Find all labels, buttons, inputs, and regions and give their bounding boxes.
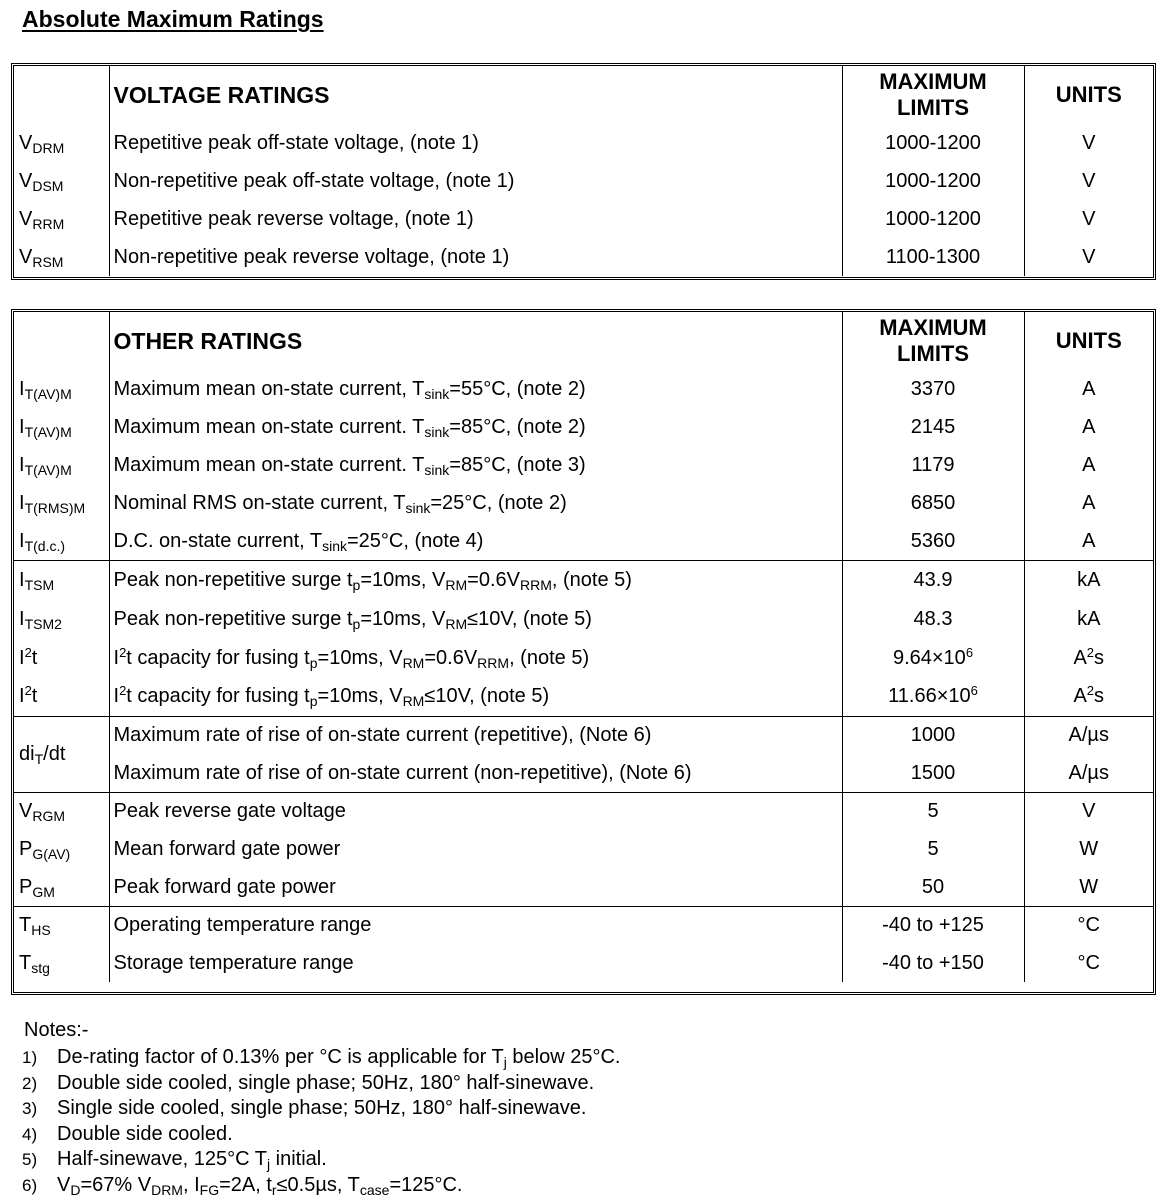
note-item: 3) Single side cooled, single phase; 50Hz, 180° half-sinewave. bbox=[22, 1097, 587, 1119]
symbol-cell: $I_{TSM}$ bbox=[19, 568, 55, 593]
symbol-cell: $V_{RGM}$ bbox=[19, 800, 66, 825]
max-limit-cell: 1179 bbox=[842, 446, 1024, 484]
notes-list bbox=[22, 1045, 620, 1198]
description-cell: Peak forward gate power bbox=[109, 868, 842, 906]
symbol-cell: $I^2t$ bbox=[19, 644, 38, 669]
symbol-cell: $I_{T(AV)M}$ bbox=[19, 454, 72, 478]
other-ratings-heading: OTHER RATINGS bbox=[109, 312, 842, 370]
max-limit-cell: 1000 bbox=[842, 716, 1024, 754]
description-cell: Maximum mean on-state current, $T_{sink}=55^\circ C$, (note 2) bbox=[109, 370, 842, 408]
symbol-header-cell bbox=[14, 66, 109, 124]
unit-cell: kA bbox=[1024, 560, 1153, 599]
symbol-cell: $di_T/dt$ bbox=[14, 716, 109, 792]
unit-cell: $A^2s$ bbox=[1024, 677, 1153, 716]
table-row bbox=[14, 370, 1153, 408]
table-row bbox=[14, 200, 1153, 238]
symbol-cell: $P_{G(AV)}$ bbox=[19, 838, 71, 862]
table-row bbox=[14, 944, 1153, 982]
unit-cell: A bbox=[1024, 446, 1153, 484]
unit-cell: °C bbox=[1024, 944, 1153, 982]
table-row bbox=[14, 124, 1153, 162]
table-row bbox=[14, 599, 1153, 638]
symbol-cell: $V_{RSM}$ bbox=[19, 246, 64, 270]
unit-cell: V bbox=[1024, 238, 1153, 276]
table-row bbox=[14, 754, 1153, 792]
description-cell: $I^2t$ capacity for fusing $t_p=10ms$, $V_{RM}\le 10V$, (note 5) bbox=[109, 677, 842, 716]
max-limit-cell: 1000-1200 bbox=[842, 200, 1024, 238]
max-limit-cell: 1100-1300 bbox=[842, 238, 1024, 276]
table-row bbox=[14, 906, 1153, 944]
unit-cell: A bbox=[1024, 484, 1153, 522]
unit-cell: °C bbox=[1024, 906, 1153, 944]
note-item: 2) Double side cooled, single phase; 50Hz, 180° half-sinewave. bbox=[22, 1071, 595, 1094]
table-row bbox=[14, 446, 1153, 484]
note-item: 5) Half-sinewave, 125°C $T_j$ initial. bbox=[22, 1148, 327, 1172]
max-limit-cell: 50 bbox=[842, 868, 1024, 906]
max-limit-cell: 5360 bbox=[842, 522, 1024, 560]
unit-cell: W bbox=[1024, 868, 1153, 906]
symbol-cell: $T_{stg}$ bbox=[19, 952, 50, 976]
description-cell: Mean forward gate power bbox=[109, 830, 842, 868]
unit-cell: A/µs bbox=[1024, 716, 1153, 754]
description-cell: Storage temperature range bbox=[109, 944, 842, 982]
symbol-cell: $I_{T(AV)M}$ bbox=[19, 378, 72, 402]
description-cell: Peak reverse gate voltage bbox=[109, 792, 842, 830]
max-limit-cell: 1500 bbox=[842, 754, 1024, 792]
symbol-header-cell bbox=[14, 312, 109, 370]
max-limit-cell: 5 bbox=[842, 830, 1024, 868]
symbol-cell: $P_{GM}$ bbox=[14, 868, 109, 906]
description-cell: Operating temperature range bbox=[109, 906, 842, 944]
max-limit-cell: 1000-1200 bbox=[842, 162, 1024, 200]
symbol-cell: $I_{T(AV)M}$ bbox=[19, 416, 72, 440]
description-cell: Peak non-repetitive surge $t_p=10ms$, $V_{RM}\le 10V$, (note 5) bbox=[109, 599, 842, 638]
unit-cell: $A^2s$ bbox=[1024, 638, 1153, 677]
table-row bbox=[14, 638, 1153, 677]
max-limit-cell: 3370 bbox=[842, 370, 1024, 408]
voltage-ratings-heading: VOLTAGE RATINGS bbox=[109, 66, 842, 124]
max-limit-cell: $9.64\times 10^6$ bbox=[842, 638, 1024, 677]
description-cell: Non-repetitive peak off-state voltage, (note 1) bbox=[109, 162, 842, 200]
units-heading: UNITS bbox=[1024, 66, 1153, 124]
unit-cell: W bbox=[1024, 830, 1153, 868]
note-item: 6) $V_D=67\%$ $V_{DRM}$, $I_{FG}=2A$, $t_r\le 0.5\mu s$, $T_{case}=125^\circ C$. bbox=[22, 1173, 463, 1198]
symbol-cell: $I_{T(RMS)M}$ bbox=[19, 492, 86, 516]
unit-cell: V bbox=[1024, 792, 1153, 830]
unit-cell: A bbox=[1024, 370, 1153, 408]
table-row bbox=[14, 162, 1153, 200]
max-limit-cell: 6850 bbox=[842, 484, 1024, 522]
table-row bbox=[14, 238, 1153, 276]
description-cell: Maximum mean on-state current. $T_{sink}=85^\circ C$, (note 3) bbox=[109, 446, 842, 484]
notes-title: Notes:- bbox=[24, 1019, 89, 1041]
voltage-ratings-table bbox=[11, 63, 1156, 280]
table-row bbox=[14, 560, 1153, 599]
description-cell: Peak non-repetitive surge $t_p=10ms$, $V_{RM}=0.6V_{RRM}$, (note 5) bbox=[109, 560, 842, 599]
max-limit-cell: 48.3 bbox=[842, 599, 1024, 638]
symbol-cell: $V_{DSM}$ bbox=[19, 170, 64, 194]
unit-cell: V bbox=[1024, 200, 1153, 238]
table-row bbox=[14, 677, 1153, 716]
maximum-limits-heading: MAXIMUM LIMITS bbox=[842, 66, 1024, 124]
table-row bbox=[14, 408, 1153, 446]
notes-section bbox=[22, 1018, 620, 1198]
unit-cell: kA bbox=[1024, 599, 1153, 638]
description-cell: Maximum rate of rise of on-state current (non-repetitive), (Note 6) bbox=[109, 754, 842, 792]
symbol-cell: $I^2t$ bbox=[14, 677, 109, 716]
unit-cell: A bbox=[1024, 408, 1153, 446]
unit-cell: V bbox=[1024, 124, 1153, 162]
note-item: 1) De-rating factor of 0.13% per °C is applicable for $T_j$ below 25°C. bbox=[22, 1046, 621, 1070]
max-limit-cell: 43.9 bbox=[842, 560, 1024, 599]
table-row bbox=[14, 484, 1153, 522]
voltage-header-row bbox=[14, 66, 1153, 124]
symbol-cell: $I_{TSM2}$ bbox=[19, 607, 62, 632]
description-cell: Maximum mean on-state current. $T_{sink}=85^\circ C$, (note 2) bbox=[109, 408, 842, 446]
max-limit-cell: -40 to +125 bbox=[842, 906, 1024, 944]
unit-cell: V bbox=[1024, 162, 1153, 200]
unit-cell: A bbox=[1024, 522, 1153, 560]
other-ratings-table bbox=[11, 309, 1156, 995]
maximum-limits-heading: MAXIMUM LIMITS bbox=[842, 312, 1024, 370]
page-title: Absolute Maximum Ratings bbox=[22, 6, 324, 32]
symbol-cell: $V_{RRM}$ bbox=[19, 208, 65, 232]
table-row bbox=[14, 792, 1153, 830]
note-item: 4) Double side cooled. bbox=[22, 1122, 233, 1145]
table-row bbox=[14, 830, 1153, 868]
description-cell: D.C. on-state current, $T_{sink}=25^\circ C$, (note 4) bbox=[109, 522, 842, 560]
symbol-cell: $V_{DRM}$ bbox=[19, 132, 65, 156]
max-limit-cell: $11.66\times 10^6$ bbox=[842, 677, 1024, 716]
table-row bbox=[14, 868, 1153, 906]
max-limit-cell: 1000-1200 bbox=[842, 124, 1024, 162]
symbol-cell: $T_{HS}$ bbox=[19, 914, 51, 939]
max-limit-cell: 5 bbox=[842, 792, 1024, 830]
table-row bbox=[14, 522, 1153, 560]
other-header-row bbox=[14, 312, 1153, 370]
max-limit-cell: -40 to +150 bbox=[842, 944, 1024, 982]
description-cell: Repetitive peak reverse voltage, (note 1) bbox=[109, 200, 842, 238]
description-cell: Nominal RMS on-state current, $T_{sink}=25^\circ C$, (note 2) bbox=[109, 484, 842, 522]
symbol-cell: $I_{T(d.c.)}$ bbox=[14, 522, 109, 560]
max-limit-cell: 2145 bbox=[842, 408, 1024, 446]
unit-cell: A/µs bbox=[1024, 754, 1153, 792]
description-cell: $I^2t$ capacity for fusing $t_p=10ms$, $V_{RM}=0.6V_{RRM}$, (note 5) bbox=[109, 638, 842, 677]
units-heading: UNITS bbox=[1024, 312, 1153, 370]
table-row bbox=[14, 716, 1153, 754]
description-cell: Non-repetitive peak reverse voltage, (note 1) bbox=[109, 238, 842, 276]
description-cell: Repetitive peak off-state voltage, (note 1) bbox=[109, 124, 842, 162]
description-cell: Maximum rate of rise of on-state current (repetitive), (Note 6) bbox=[109, 716, 842, 754]
